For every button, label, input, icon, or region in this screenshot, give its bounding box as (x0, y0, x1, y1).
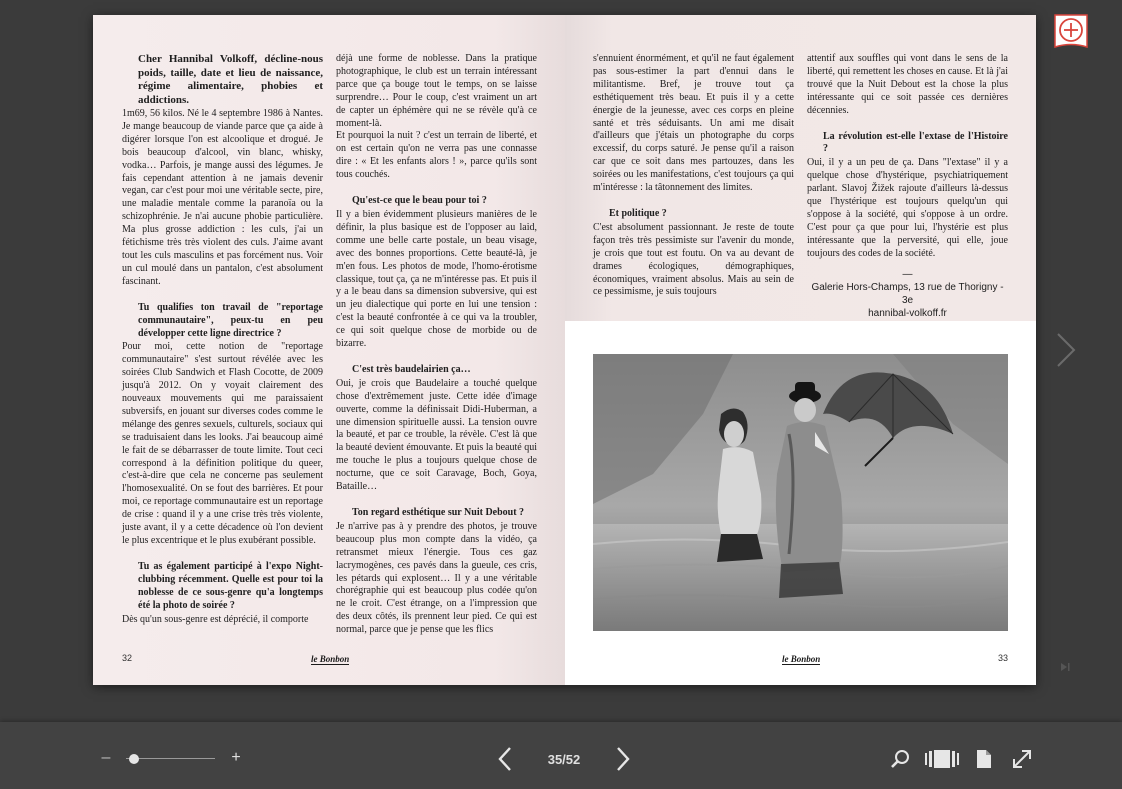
last-page-icon (1059, 661, 1071, 673)
interview-answer: Dès qu'un sous-genre est déprécié, il comporte (122, 613, 309, 625)
photo-couple-in-river (593, 354, 1008, 631)
interview-answer: déjà une forme de noblesse. Dans la pratique photographique, le club est un terrain intéressant parce que ça bouge tout le temps, on se laisse surprendre… Pour le coup, c'est vraiment un art de capter un éphémère qui ne se révèle qu'à ce moment-là. (336, 53, 537, 129)
interview-answer: s'ennuient énormément, et qu'il ne faut également pas sous-estimer la part d'ennui dans le militantisme. Bref, je trouve tout ça esthétiquement très beau. Et puis il y a cette énergie de la jeunesse, avec ces corps en pleine santé et très séduisants. Un ami me disait d'ailleurs que j'étais un photographe du corps excessif, du corps saturé. Je pense qu'il a raison car que ce soit dans mes partouzes, dans les soirées ou les manifestations, c'est toujours ça qui m'intéresse : la tâtonnement des limites. (593, 53, 794, 194)
magazine-logo-right: le Bonbon (782, 654, 821, 664)
interview-question: Qu'est-ce que le beau pour toi ? (352, 195, 487, 207)
right-page-column-2 (807, 53, 1008, 320)
credit-dash: — (902, 268, 913, 280)
left-page[interactable] (93, 15, 565, 685)
search-button[interactable] (890, 749, 910, 769)
next-page-toolbar-button[interactable] (612, 746, 632, 772)
add-bookmark-icon (1054, 14, 1088, 48)
interview-answer: Il y a bien évidemment plusieurs manières de le définir, la plus basique est de l'opposer au laid, comme une belle carte postale, un beau visage, avec des bonnes proportions. Cette beauté-là, je m'en fous. Les photos de mode, l'homo-érotisme classique, tout ça, ça ne m'intéresse pas. Et puis il y a le beau dans sa dimension subversive, qui est un jeu dialectique qui porte en lui une tension : c'est la beauté confrontée à ce qui va la troubler, ce qui soit quelque chose de morbide ou de bizarre. (336, 208, 537, 350)
add-bookmark-button[interactable] (1054, 14, 1088, 48)
left-page-column-1 (122, 53, 323, 626)
interview-answer: attentif aux souffles qui vont dans le sens de la liberté, qui remettent les choses en cause. Et là j'ai trouvé que la Nuit Debout est la chose la plus intéressante qui ce soit passée ces dernières décennies. (807, 53, 1008, 116)
interview-question: Et politique ? (609, 207, 667, 219)
search-icon (890, 749, 910, 769)
interview-question: Cher Hannibal Volkoff, décline-nous poids, taille, date et lieu de naissance, régime alimentaire, phobies et addictions. (138, 53, 323, 106)
interview-answer: Pour moi, cette notion de "reportage communautaire" s'est surtout révélée avec les soirées Club Sandwich et Flash Cocotte, de 2009 jusqu'à 2012. On y voyait clairement des nouveaux mouvements qui me paraissaient subversifs, en jouant sur diverses codes comme le mélange des genres sexuels, culturels, sociaux qui se traduisaient dans les looks. J'ai beaucoup aimé le fait de se débarrasser de toute limite. Tout ceci correspond à la définition politique du queer, c'est-à-dire que cela ne concerne pas seulement l'homosexualité. On se fout des barrières. Et pour moi, ce reportage communautaire est un reportage de crise : quand il y a une crise très très violente, juste avant, il y a cette décadence où l'on devient le plus excentrique et le plus exubérant possible. (122, 341, 323, 546)
interview-answer: C'est absolument passionnant. Je reste de toute façon très très pessimiste sur l'avenir du monde, je crois que tout est foutu. On va au devant de drames écologiques, démographiques, économiques, vraiment absolus. Mais au sein de ce pessimisme, je suis toujours (593, 221, 794, 298)
previous-page-button[interactable] (496, 746, 516, 772)
right-page-column-1 (593, 53, 794, 299)
interview-question: Tu as également participé à l'expo Night-clubbing récemment. Quelle est pour toi la noblesse de ce sous-genre qu'a longtemps été la photo de soirée ? (138, 560, 323, 611)
interview-answer: Oui, je crois que Baudelaire a touché quelque chose d'extrêmement juste. Cette idée d'image ouverte, comme la définissait Didi-Huberman, a une dimension spirituelle aussi. La tension ouvre la beauté, et par ce trouble, la révèle. C'est là que la beauté devient émouvante. Et puis la beauté qui me touche le plus a toujours quelque chose de nocturne, que ce soit Caravage, Boch, Goya, Bataille… (336, 377, 537, 493)
zoom-slider-handle[interactable] (129, 754, 139, 764)
chevron-right-icon (612, 746, 632, 772)
page-counter: 35/52 (547, 752, 581, 767)
chevron-left-icon (496, 746, 516, 772)
fullscreen-button[interactable] (1012, 749, 1032, 769)
interview-question: C'est très baudelairien ça… (352, 363, 471, 375)
left-page-column-2 (336, 53, 537, 637)
interview-answer: 1m69, 56 kilos. Né le 4 septembre 1986 à Nantes. Je mange beaucoup de viande parce que ça aide à digérer lorsque l'on est alcoolique et drogué. Je bois beaucoup d'alcool, vin blanc, whisky, vodka… Parfois, je mange aussi des légumes. Je fais cependant attention à ne jamais devenir vegan, car c'est pour moi une véritable secte, pire, une maladie mentale comme la paranoïa ou la schizophrénie. Je n'ai aucune phobie particulière. Ma plus grosse addiction : les culs, j'ai un fétichisme très très violent des culs. J'aime avant tout les culs masculins et pas forcément nus. Voir un cul moulé dans un pantalon, c'est absolument fascinant. (122, 108, 323, 287)
right-page[interactable] (565, 15, 1036, 685)
single-page-icon (976, 749, 992, 769)
credit-website: hannibal-volkoff.fr (868, 307, 947, 319)
page-number-left: 32 (122, 653, 133, 663)
interview-answer: Je n'arrive pas à y prendre des photos, je trouve beaucoup plus mon compte dans la vidéo, ça retransmet mieux l'énergie. Tous ces gaz lacrymogènes, ces pavés dans la gueule, ces cris, les pétards qui explosent… Il y a une véritable chorégraphie qui est beaucoup plus codée qu'on ne le croit. C'est étrange, on a l'impression que des deux côtés, ils prennent leur pied. Ce qui est normal, parce que je pense que les flics (336, 520, 537, 636)
last-page-button[interactable] (1059, 660, 1071, 672)
zoom-out-button[interactable]: – (101, 749, 111, 766)
credit-address: Galerie Hors-Champs, 13 rue de Thorigny - 3e (811, 281, 1004, 306)
interview-question: Tu qualifies ton travail de "reportage communautaire", peux-tu en peu développer cette ligne directrice ? (138, 301, 323, 339)
thumbnails-icon (925, 750, 959, 768)
zoom-in-button[interactable]: + (231, 749, 241, 766)
page-number-right: 33 (998, 653, 1009, 663)
interview-question: Ton regard esthétique sur Nuit Debout ? (352, 507, 525, 518)
fullscreen-icon (1012, 749, 1032, 769)
interview-answer: Oui, il y a un peu de ça. Dans "l'extase" il y a quelque chose d'hystérique, psychiatriquement parlant. Slavoj Žižek rajoute d'ailleurs là-dessus que l'hystérique est toujours quelqu'un qui s'oppose à la société, qui s'oppose à un ordre. C'est pour ça que pour lui, l'hystérie est plus intéressante que la perversité, qui elle, joue toujours des codes de la société. (807, 157, 1008, 259)
gallery-credit (807, 268, 1008, 320)
magazine-logo-left: le Bonbon (311, 654, 350, 664)
interview-question: La révolution est-elle l'extase de l'Histoire ? (823, 130, 1008, 155)
thumbnails-button[interactable] (925, 750, 959, 768)
single-page-view-button[interactable] (976, 749, 992, 769)
chevron-right-icon (1052, 332, 1080, 368)
interview-answer: Et pourquoi la nuit ? c'est un terrain de liberté, et on est certain qu'on ne verra pas une connasse dire : « Et les enfants alors ! », parce qu'ils sont tous couchés. (336, 130, 537, 181)
next-page-button[interactable] (1052, 332, 1080, 368)
bottom-toolbar (0, 722, 1122, 789)
zoom-slider-track[interactable] (126, 758, 215, 759)
magazine-spread (93, 15, 1036, 685)
right-page-column-2-text (807, 53, 1008, 261)
